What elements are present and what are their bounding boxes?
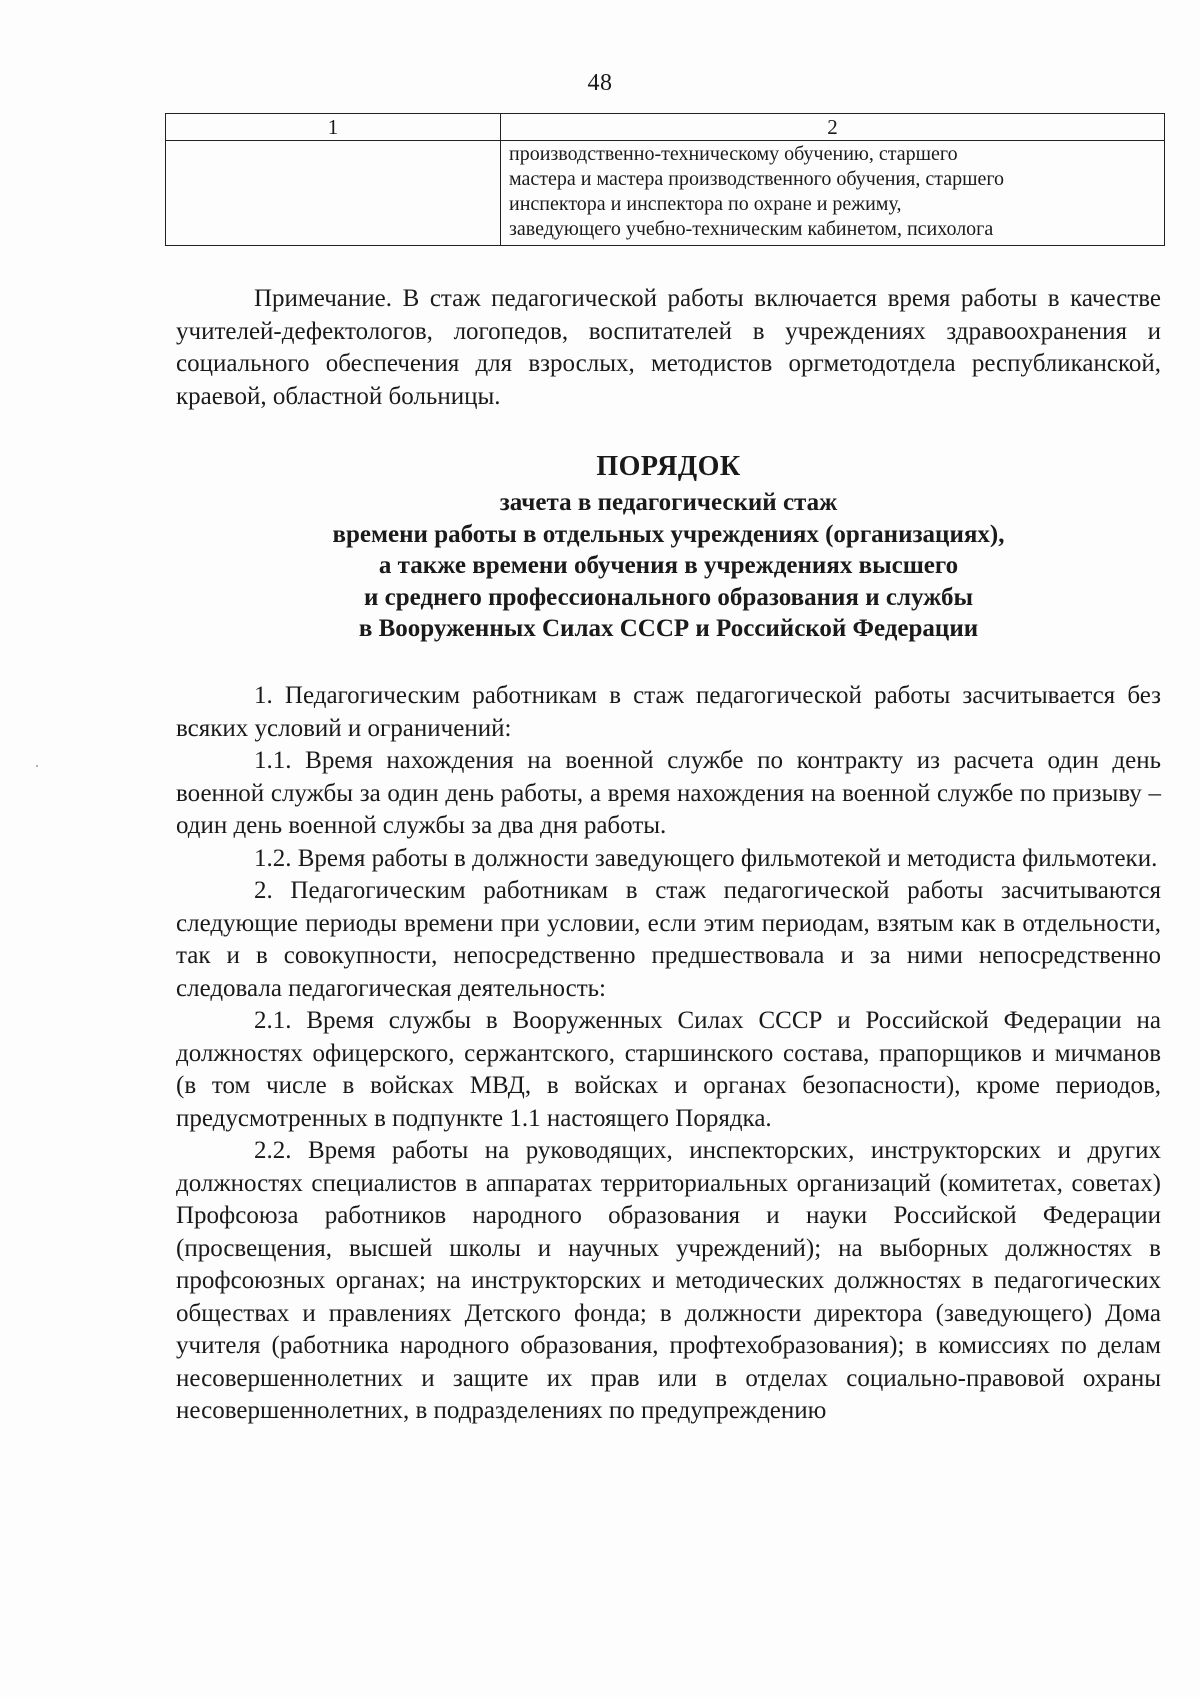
heading-line: времени работы в отдельных учреждениях (организациях), <box>332 520 1005 548</box>
paragraph-2-2: 2.2. Время работы на руководящих, инспекторских, инструкторских и других должностях специалистов в аппаратах территориальных организаций (комитетах, советах) Профсоюза работников народного образования и науки Российской Федерации (просвещения, высшей школы и научных учреждений); на выборных должностях в профсоюзных органах; на инструкторских и методических должностях в педагогических обществах и правлениях Детского фонда; в должности директора (заведующего) Дома учителя (работника народного образования, профтехобразования); в комиссиях по делам несовершеннолетних и защите их прав или в отделах социально-правовой охраны несовершеннолетних, в подразделениях по предупреждению <box>176 1137 1161 1424</box>
heading-line: в Вооруженных Силах СССР и Российской Федерации <box>358 615 979 642</box>
table-header-row <box>166 114 1165 141</box>
paragraph-1: 1. Педагогическим работникам в стаж педагогической работы засчитывается без всяких условий и ограничений: <box>176 682 1161 742</box>
table-cell-line: мастера и мастера производственного обучения, старшего <box>509 168 1005 190</box>
continuation-table <box>165 113 1165 246</box>
table-cell-empty <box>166 141 501 246</box>
section-heading <box>176 447 1161 645</box>
paragraph-1-2: 1.2. Время работы в должности заведующего фильмотекой и методиста фильмотеки. <box>254 844 1158 872</box>
table-row <box>166 141 1165 246</box>
scan-artifact <box>36 765 38 767</box>
heading-line: а также времени обучения в учреждениях высшего <box>378 552 959 579</box>
table-header-cell: 2 <box>501 114 1165 141</box>
table-cell-line: заведующего учебно-техническим кабинетом, психолога <box>509 218 994 240</box>
table-header-cell: 1 <box>166 114 501 141</box>
page-number: 48 <box>587 70 613 96</box>
heading-line: зачета в педагогический стаж <box>499 489 838 516</box>
note-section <box>176 283 1161 413</box>
table-cell-positions <box>501 141 1165 246</box>
table-cell-line: производственно-техническому обучению, старшего <box>509 143 958 165</box>
heading-line: и среднего профессионального образования и службы <box>364 583 973 611</box>
table-cell-line: инспектора и инспектора по охране и режиму, <box>509 193 902 215</box>
note-paragraph: Примечание. В стаж педагогической работы включается время работы в качестве учителей-дефектологов, логопедов, воспитателей в учреждениях здравоохранения и социального обеспечения для взрослых, методистов оргметодотдела республиканской, краевой, областной больницы. <box>176 285 1161 410</box>
main-text <box>176 680 1161 1428</box>
paragraph-1-1: 1.1. Время нахождения на военной службе по контракту из расчета один день военной службы за один день работы, а время нахождения на военной службе по призыву – один день военной службы за два дня работы. <box>176 747 1161 839</box>
heading-title: ПОРЯДОК <box>596 451 741 482</box>
paragraph-2-1: 2.1. Время службы в Вооруженных Силах СССР и Российской Федерации на должностях офицерского, сержантского, старшинского состава, прапорщиков и мичманов (в том числе в войсках МВД, в войсках и органах безопасности), кроме периодов, предусмотренных в подпункте 1.1 настоящего Порядка. <box>176 1007 1161 1132</box>
paragraph-2: 2. Педагогическим работникам в стаж педагогической работы засчитываются следующие периоды времени при условии, если этим периодам, взятым как в отдельности, так и в совокупности, непосредственно предшествовала и за ними непосредственно следовала педагогическая деятельность: <box>176 877 1161 1002</box>
